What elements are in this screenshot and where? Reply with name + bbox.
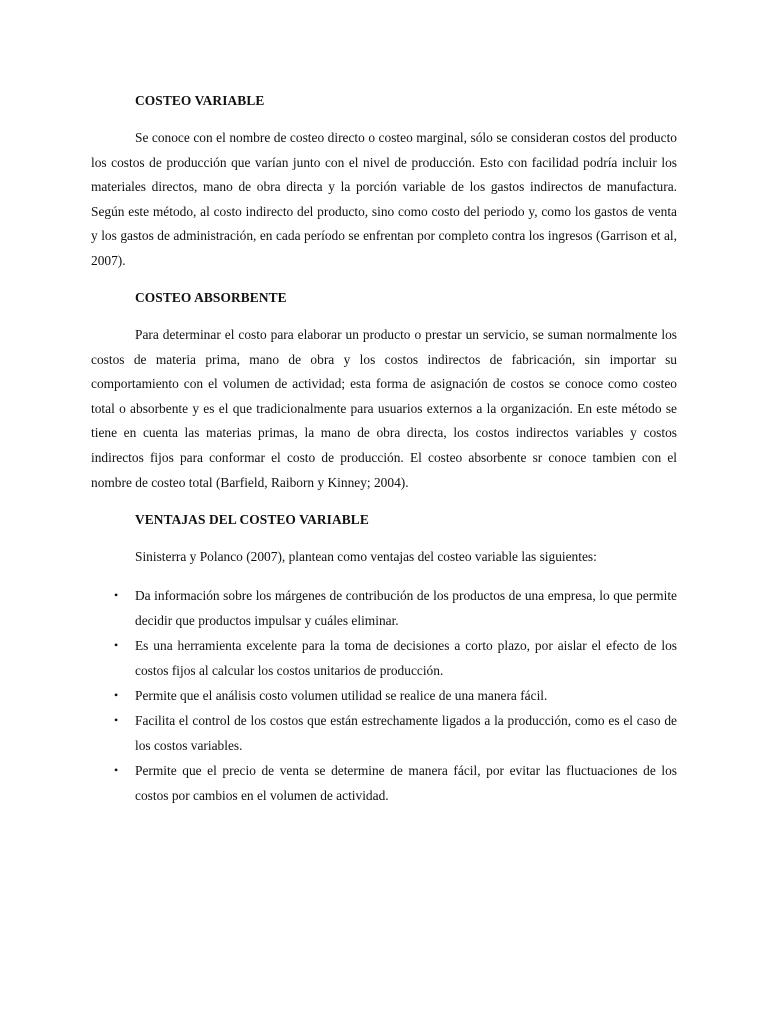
bullet-icon: •	[114, 588, 119, 602]
list-item	[0, 583, 677, 633]
ventajas-list	[0, 583, 768, 808]
heading-ventajas: VENTAJAS DEL COSTEO VARIABLE	[135, 512, 369, 527]
bullet-icon: •	[114, 713, 119, 727]
list-item-text: Facilita el control de los costos que están estrechamente ligados a la producción, como es el caso de los costos variables.	[135, 713, 677, 753]
list-item	[0, 683, 677, 708]
list-item-text: Da información sobre los márgenes de contribución de los productos de una empresa, lo que permite decidir que productos impulsar y cuáles eliminar.	[135, 588, 677, 628]
list-item-text: Permite que el precio de venta se determine de manera fácil, por evitar las fluctuaciones de los costos por cambios en el volumen de actividad.	[135, 763, 677, 803]
list-item-text: Es una herramienta excelente para la toma de decisiones a corto plazo, por aislar el efecto de los costos fijos al calcular los costos unitarios de producción.	[135, 638, 677, 678]
ventajas-intro: Sinisterra y Polanco (2007), plantean como ventajas del costeo variable las siguientes:	[135, 549, 597, 564]
paragraph-costeo-variable: Se conoce con el nombre de costeo directo o costeo marginal, sólo se consideran costos del producto los costos de producción que varían junto con el nivel de producción. Esto con facilidad podría incluir los materiales directos, mano de obra directa y la porción variable de los gastos indirectos de manufactura. Según este método, al costo indirecto del producto, sino como costo del periodo y, como los gastos de venta y los gastos de administración, en cada período se enfrentan por completo contra los ingresos (Garrison et al, 2007).	[91, 130, 677, 268]
paragraph-costeo-absorbente: Para determinar el costo para elaborar un producto o prestar un servicio, se suman normalmente los costos de materia prima, mano de obra y los costos indirectos de fabricación, sin importar su comportamiento con el volumen de actividad; esta forma de asignación de costos se conoce como costeo total o absorbente y es el que tradicionalmente para usuarios externos a la organización. En este método se tiene en cuenta las materias primas, la mano de obra directa, los costos indirectos variables y costos indirectos fijos para conformar el costo de producción. El costeo absorbente sr conoce tambien con el nombre de costeo total (Barfield, Raiborn y Kinney; 2004).	[91, 327, 677, 490]
list-item	[0, 758, 677, 808]
list-item	[0, 633, 677, 683]
heading-costeo-absorbente: COSTEO ABSORBENTE	[135, 290, 287, 305]
bullet-icon: •	[114, 763, 119, 777]
heading-costeo-variable: COSTEO VARIABLE	[135, 93, 265, 108]
list-item	[0, 708, 677, 758]
bullet-icon: •	[114, 638, 119, 652]
bullet-icon: •	[114, 688, 119, 702]
list-item-text: Permite que el análisis costo volumen utilidad se realice de una manera fácil.	[135, 688, 548, 703]
